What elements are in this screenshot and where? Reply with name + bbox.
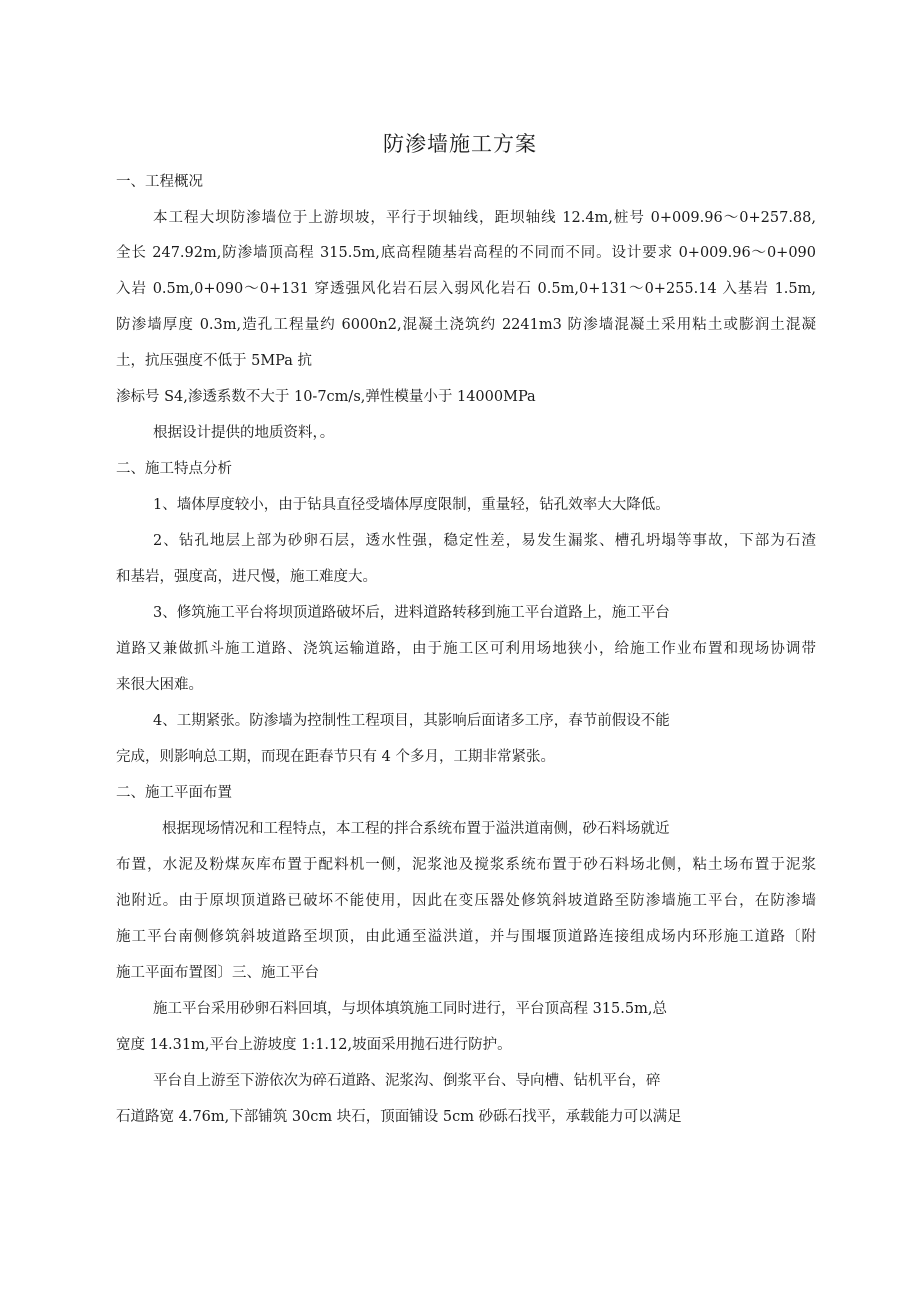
- paragraph-line: 1、墙体厚度较小，由于钻具直径受墙体厚度限制，重量轻，钻孔效率大大降低。: [153, 497, 670, 513]
- section-heading-overview: 一、工程概况: [116, 174, 203, 190]
- paragraph-line: 入岩 0.5m,0+090～0+131 穿透强风化岩石层入弱风化岩石 0.5m,0+131～0+255.14 入基岩 1.5m,: [116, 281, 816, 297]
- section-heading-layout: 二、施工平面布置: [116, 785, 232, 801]
- paragraph-line: 石道路宽 4.76m,下部铺筑 30cm 块石，顶面铺设 5cm 砂砾石找平，承载能力可以满足: [116, 1109, 682, 1125]
- section-heading-features: 二、施工特点分析: [116, 461, 232, 477]
- paragraph-line: 土，抗压强度不低于 5MPa 抗: [116, 353, 313, 369]
- paragraph-line: 根据现场情况和工程特点，本工程的拌合系统布置于溢洪道南侧，砂石料场就近: [162, 821, 670, 837]
- paragraph-line: 根据设计提供的地质资料，。: [153, 425, 335, 441]
- paragraph-line: 宽度 14.31m,平台上游坡度 1:1.12,坡面采用抛石进行防护。: [116, 1037, 512, 1053]
- paragraph-line: 本工程大坝防渗墙位于上游坝坡，平行于坝轴线，距坝轴线 12.4m,桩号 0+009.96～0+257.88,: [153, 210, 816, 226]
- document-title: 防渗墙施工方案: [383, 132, 537, 156]
- paragraph-line: 平台自上游至下游依次为碎石道路、泥浆沟、倒浆平台、导向槽、钻机平台，碎: [153, 1073, 661, 1089]
- paragraph-line: 和基岩，强度高，进尺慢，施工难度大。: [116, 569, 377, 585]
- paragraph-line: 来很大困难。: [116, 677, 203, 693]
- paragraph-line: 施工平台采用砂卵石料回填，与坝体填筑施工同时进行，平台顶高程 315.5m,总: [153, 1001, 667, 1017]
- paragraph-line: 防渗墙厚度 0.3m,造孔工程量约 6000n2,混凝土浇筑约 2241m3 防渗墙混凝土采用粘土或膨润土混凝: [116, 317, 816, 333]
- paragraph-line: 池附近。由于原坝顶道路已破坏不能使用，因此在变压器处修筑斜坡道路至防渗墙施工平台，在防渗墙: [116, 893, 816, 909]
- paragraph-line: 2、钻孔地层上部为砂卵石层，透水性强，稳定性差，易发生漏浆、槽孔坍塌等事故，下部为石渣: [153, 533, 816, 549]
- paragraph-line: 4、工期紧张。防渗墙为控制性工程项目，其影响后面诸多工序，春节前假设不能: [153, 713, 670, 729]
- paragraph-line: 施工平台南侧修筑斜坡道路至坝顶，由此通至溢洪道，并与围堰顶道路连接组成场内环形施工道路〔附: [116, 929, 816, 945]
- paragraph-line: 3、修筑施工平台将坝顶道路破坏后，进料道路转移到施工平台道路上，施工平台: [153, 605, 670, 621]
- paragraph-line: 道路又兼做抓斗施工道路、浇筑运输道路，由于施工区可利用场地狭小，给施工作业布置和现场协调带: [116, 641, 816, 657]
- paragraph-line: 完成，则影响总工期，而现在距春节只有 4 个多月，工期非常紧张。: [116, 749, 555, 765]
- paragraph-line: 渗标号 S4,渗透系数不大于 10-7cm/s,弹性模量小于 14000MPa: [116, 389, 536, 405]
- paragraph-line: 施工平面布置图〕三、施工平台: [116, 965, 319, 981]
- paragraph-line: 全长 247.92m,防渗墙顶高程 315.5m,底高程随基岩高程的不同而不同。设计要求 0+009.96～0+090: [116, 245, 816, 261]
- paragraph-line: 布置，水泥及粉煤灰库布置于配料机一侧，泥浆池及搅浆系统布置于砂石料场北侧，粘土场布置于泥浆: [116, 857, 816, 873]
